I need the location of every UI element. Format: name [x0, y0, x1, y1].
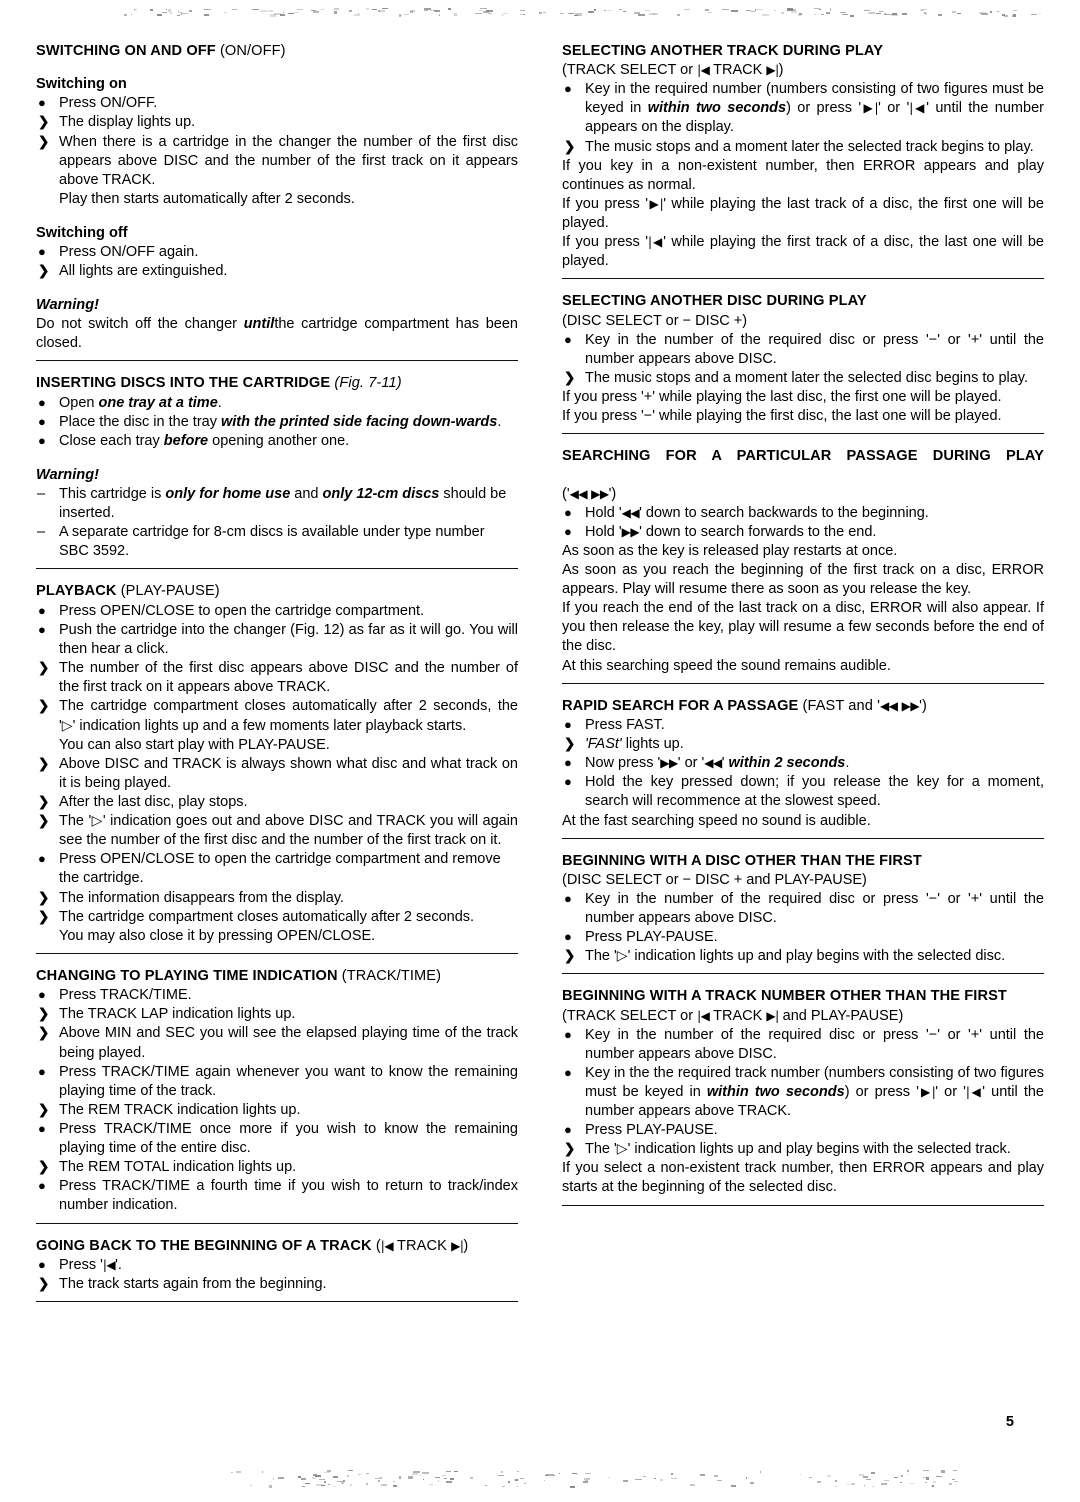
skip-back-icon: |◀ — [965, 1084, 983, 1099]
instruction-list — [562, 331, 1044, 388]
bullet-marker: ● — [564, 1064, 572, 1080]
warning-text: Do not switch off the changer untilthe cartridge compartment has been closed. — [36, 316, 518, 352]
emphasis: 'FASt' — [585, 736, 622, 753]
section-paragraph: At the fast searching speed no sound is audible. — [562, 812, 871, 829]
bullet-marker: ● — [564, 890, 572, 906]
instruction-item: ● Press TRACK/TIME. — [38, 987, 192, 1004]
skip-forward-icon: ▶| — [918, 1084, 936, 1099]
section-selecting-another-track — [562, 42, 1044, 271]
section-heading: SELECTING ANOTHER DISC DURING PLAY — [562, 293, 867, 310]
bullet-marker: ● — [38, 394, 46, 410]
instruction-item: ❯ The cartridge compartment closes automatically after 2 seconds, the '▷' indication lights up and a few moments later playback starts. — [38, 698, 518, 734]
instruction-item: Play then starts automatically after 2 seconds. — [59, 190, 355, 207]
instruction-item: ❯ After the last disc, play stops. — [38, 793, 248, 810]
section-control-note: (TRACK SELECT or |◀ TRACK ▶| and PLAY-PAUSE) — [562, 1007, 904, 1024]
instruction-item: ● Press TRACK/TIME a fourth time if you wish to return to track/index number indication. — [38, 1178, 518, 1214]
instruction-list — [36, 485, 518, 561]
section-heading-note: (Fig. 7-11) — [334, 375, 402, 392]
result-arrow-marker: ❯ — [564, 138, 576, 154]
instruction-item: ● Press ON/OFF again. — [38, 243, 199, 260]
instruction-list — [36, 1256, 518, 1294]
emphasis: before — [163, 432, 209, 449]
section-divider — [36, 1301, 518, 1302]
bullet-marker: ● — [38, 1120, 46, 1136]
result-arrow-marker: ❯ — [38, 889, 50, 905]
search-backward-icon: ◀◀ — [879, 698, 898, 713]
bullet-marker: ● — [38, 1256, 46, 1272]
result-arrow-marker: ❯ — [38, 755, 50, 771]
instruction-item: ❯ The '▷' indication lights up and play begins with the selected track. — [564, 1141, 1011, 1158]
instruction-item: ❯ 'FASt' lights up. — [564, 736, 684, 753]
instruction-item: ● Key in the required number (numbers consisting of two figures must be keyed in within two seconds) or press '▶|' or '|◀' until the number appears on the display. — [564, 81, 1044, 136]
emphasis: one tray at a time — [98, 394, 218, 411]
play-icon: ▷ — [616, 1141, 628, 1158]
skip-back-icon: |◀ — [697, 1008, 710, 1023]
skip-forward-icon: ▶| — [648, 196, 664, 211]
bullet-marker: ● — [564, 1122, 572, 1138]
bullet-marker: ● — [564, 81, 572, 97]
instruction-item: ● Hold '◀◀' down to search backwards to the beginning. — [564, 504, 929, 521]
instruction-list — [562, 890, 1044, 966]
section-heading-note: (PLAY-PAUSE) — [120, 583, 220, 600]
instruction-item: ● Push the cartridge into the changer (Fig. 12) as far as it will go. You will then hear a click. — [38, 621, 518, 658]
instruction-item: ● Press PLAY-PAUSE. — [564, 929, 718, 946]
section-divider — [36, 1223, 518, 1224]
instruction-item: ● Press ON/OFF. — [38, 95, 158, 112]
dash-marker: – — [37, 486, 46, 503]
bullet-marker: ● — [38, 987, 46, 1003]
section-paragraph: As soon as you reach the beginning of the first track on a disc, ERROR appears. Play will resume there as soon as you release the key. — [562, 562, 1044, 598]
result-arrow-marker: ❯ — [38, 1101, 50, 1117]
instruction-item: ❯ The music stops and a moment later the selected disc begins to play. — [564, 369, 1029, 386]
instruction-list — [562, 716, 1044, 812]
section-divider — [36, 360, 518, 361]
right-column — [562, 42, 1044, 1315]
instruction-item: ● Press PLAY-PAUSE. — [564, 1122, 718, 1139]
instruction-list — [562, 80, 1044, 156]
bullet-marker: ● — [38, 413, 46, 429]
instruction-item: ● Hold '▶▶' down to search forwards to the end. — [564, 523, 877, 540]
section-paragraph: If you press '▶|' while playing the last track of a disc, the first one will be played. — [562, 195, 1045, 231]
section-selecting-another-disc — [562, 292, 1044, 426]
emphasis: within 2 seconds — [728, 755, 846, 772]
instruction-item: You can also start play with PLAY-PAUSE. — [59, 736, 330, 753]
instruction-item: ❯ Above DISC and TRACK is always shown what disc and what track on it is being played. — [38, 755, 518, 791]
instruction-item: ❯ The track starts again from the beginning. — [38, 1276, 327, 1292]
instruction-item: ● Hold the key pressed down; if you release the key for a moment, search will recommence at the slowest speed. — [564, 774, 1044, 810]
bullet-marker: ● — [564, 717, 572, 733]
section-paragraph: If you reach the end of the last track on a disc, ERROR will also appear. If you then release the key, play will resume a few seconds before the end of the disc. — [562, 600, 1044, 655]
skip-back-icon: |◀ — [909, 101, 927, 116]
section-divider — [36, 568, 518, 569]
instruction-item: ● Key in the number of the required disc or press '−' or '+' until the number appears above DISC. — [564, 331, 1044, 367]
section-heading-note: (|◀ TRACK ▶|) — [375, 1237, 469, 1254]
section-heading: SWITCHING ON AND OFF (ON/OFF) — [36, 43, 286, 59]
result-arrow-marker: ❯ — [38, 1025, 50, 1041]
emphasis: with the printed side facing down-wards — [221, 413, 498, 430]
search-forward-icon: ▶▶ — [660, 756, 678, 771]
section-control-note: (TRACK SELECT or |◀ TRACK ▶|) — [562, 62, 784, 79]
section-divider — [562, 838, 1044, 839]
search-backward-icon: ◀◀ — [621, 505, 640, 520]
bullet-marker: ● — [564, 774, 572, 790]
play-icon: ▷ — [616, 948, 628, 965]
page-columns — [36, 42, 1044, 1315]
section-heading: BEGINNING WITH A TRACK NUMBER OTHER THAN THE FIRST — [562, 988, 1007, 1005]
bullet-marker: ● — [38, 851, 46, 867]
dash-marker: – — [37, 524, 46, 541]
instruction-item: ● Press FAST. — [564, 717, 665, 734]
play-icon: ▷ — [91, 813, 103, 830]
result-arrow-marker: ❯ — [564, 736, 576, 752]
section-paragraph: If you press '|◀' while playing the first track of a disc, the last one will be played. — [562, 234, 1045, 270]
bullet-marker: ● — [38, 602, 46, 618]
instruction-item: ● Close each tray before opening another one. — [38, 432, 350, 449]
instruction-item: – A separate cartridge for 8-cm discs is available under type number SBC 3592. — [37, 524, 485, 560]
section-heading: INSERTING DISCS INTO THE CARTRIDGE (Fig. 7-11) — [36, 375, 402, 392]
section-paragraph: If you key in a non-existent number, then ERROR appears and play continues as normal. — [562, 157, 1044, 193]
page-number: 5 — [1005, 1414, 1014, 1430]
instruction-item: ● Key in the number of the required disc or press '−' or '+' until the number appears above DISC. — [564, 890, 1044, 927]
section-heading-note: (TRACK/TIME) — [341, 967, 442, 984]
bullet-marker: ● — [38, 1063, 46, 1079]
instruction-item: ❯ The REM TOTAL indication lights up. — [38, 1159, 297, 1176]
instruction-item: ❯ The music stops and a moment later the selected track begins to play. — [564, 138, 1034, 155]
section-paragraph: As soon as the key is released play restarts at once. — [562, 542, 898, 559]
subsection-heading: Switching off — [36, 225, 128, 241]
bullet-marker: ● — [564, 504, 572, 520]
skip-back-icon: |◀ — [102, 1257, 116, 1272]
skip-back-icon: |◀ — [380, 1238, 394, 1253]
instruction-item: ❯ The display lights up. — [38, 114, 196, 131]
result-arrow-marker: ❯ — [38, 660, 50, 676]
search-backward-icon: ◀◀ — [704, 756, 722, 771]
section-heading-note: (FAST and '◀◀ ▶▶') — [802, 697, 927, 714]
section-heading: GOING BACK TO THE BEGINNING OF A TRACK (|◀ TRACK ▶|) — [36, 1237, 469, 1254]
skip-forward-icon: ▶| — [861, 101, 879, 116]
section-divider — [562, 433, 1044, 434]
skip-back-icon: |◀ — [648, 235, 664, 250]
left-column — [36, 42, 518, 1315]
bullet-marker: ● — [38, 95, 46, 111]
result-arrow-marker: ❯ — [38, 133, 50, 149]
section-control-note: (DISC SELECT or − DISC +) — [562, 312, 748, 329]
search-backward-icon: ◀◀ — [569, 486, 588, 501]
result-arrow-marker: ❯ — [38, 1006, 50, 1022]
instruction-item: ● Open one tray at a time. — [38, 394, 222, 411]
section-heading: SELECTING ANOTHER TRACK DURING PLAY — [562, 43, 884, 59]
result-arrow-marker: ❯ — [38, 1159, 50, 1175]
instruction-item: ● Press OPEN/CLOSE to open the cartridge compartment and remove the cartridge. — [38, 851, 501, 887]
section-control-note: ('◀◀ ▶▶') — [562, 485, 617, 502]
scan-noise-bottom — [0, 1470, 1080, 1488]
instruction-item: ❯ The REM TRACK indication lights up. — [38, 1101, 301, 1118]
instruction-list — [36, 94, 518, 209]
section-searching-passage — [562, 447, 1044, 676]
result-arrow-marker: ❯ — [38, 114, 50, 130]
section-divider — [562, 278, 1044, 279]
instruction-item: ● Place the disc in the tray with the printed side facing down-wards. — [38, 413, 502, 430]
subsection-heading: Switching on — [36, 76, 127, 93]
play-icon: ▷ — [61, 717, 73, 734]
instruction-item: ❯ The '▷' indication goes out and above DISC and TRACK you will again see the number of the first disc and the number of the first track on it. — [38, 813, 518, 849]
bullet-marker: ● — [564, 1026, 572, 1042]
section-divider — [562, 973, 1044, 974]
instruction-item: ● Press OPEN/CLOSE to open the cartridge compartment. — [38, 602, 425, 619]
section-paragraph: At this searching speed the sound remains audible. — [562, 657, 891, 674]
instruction-list — [562, 1026, 1044, 1160]
skip-back-icon: |◀ — [697, 63, 710, 78]
section-rapid-search — [562, 697, 1044, 831]
instruction-item: ● Press TRACK/TIME once more if you wish to know the remaining playing time of the entire disc. — [38, 1120, 518, 1157]
section-heading: BEGINNING WITH A DISC OTHER THAN THE FIRST — [562, 852, 922, 869]
section-divider — [562, 683, 1044, 684]
instruction-item: ❯ The number of the first disc appears above DISC and the number of the first track on it appears above TRACK. — [38, 660, 518, 696]
result-arrow-marker: ❯ — [38, 813, 50, 829]
section-heading: CHANGING TO PLAYING TIME INDICATION (TRACK/TIME) — [36, 967, 442, 984]
bullet-marker: ● — [564, 929, 572, 945]
warning-label: Warning! — [36, 467, 99, 484]
section-divider — [36, 953, 518, 954]
instruction-item: ● Key in the number of the required disc or press '−' or '+' until the number appears above DISC. — [564, 1026, 1044, 1062]
instruction-list — [36, 602, 518, 946]
section-control-note: (DISC SELECT or − DISC + and PLAY-PAUSE) — [562, 872, 867, 889]
section-beginning-disc-other — [562, 852, 1044, 967]
result-arrow-marker: ❯ — [564, 1141, 576, 1157]
instruction-list — [562, 504, 1044, 542]
skip-forward-icon: ▶| — [766, 63, 779, 78]
emphasis: only for home use — [165, 486, 291, 503]
instruction-item: ● Press TRACK/TIME again whenever you want to know the remaining playing time of the track. — [38, 1063, 518, 1099]
instruction-list — [36, 243, 518, 281]
search-forward-icon: ▶▶ — [901, 698, 920, 713]
section-playback — [36, 582, 518, 945]
result-arrow-marker: ❯ — [38, 793, 50, 809]
section-heading-note: (ON/OFF) — [219, 43, 286, 59]
section-heading: PLAYBACK (PLAY-PAUSE) — [36, 583, 220, 600]
result-arrow-marker: ❯ — [38, 1276, 50, 1291]
emphasis: only 12-cm discs — [322, 486, 440, 503]
section-paragraph: If you select a non-existent track number, then ERROR appears and play starts at the beginning of the selected disc. — [562, 1160, 1044, 1196]
result-arrow-marker: ❯ — [38, 263, 50, 279]
emphasis: within two seconds — [647, 100, 787, 117]
instruction-item: ❯ Above MIN and SEC you will see the elapsed playing time of the track being played. — [38, 1025, 518, 1061]
warning-label: Warning! — [36, 297, 99, 314]
skip-forward-icon: ▶| — [766, 1008, 779, 1023]
instruction-item: ● Now press '▶▶' or '◀◀' within 2 seconds. — [564, 755, 850, 772]
instruction-list — [36, 986, 518, 1215]
instruction-item: ● Press '|◀'. — [38, 1256, 122, 1273]
instruction-item: ❯ All lights are extinguished. — [38, 263, 228, 280]
section-heading: RAPID SEARCH FOR A PASSAGE (FAST and '◀◀ ▶▶') — [562, 697, 927, 714]
emphasis: within two seconds — [706, 1083, 845, 1100]
instruction-item: ❯ The TRACK LAP indication lights up. — [38, 1006, 296, 1023]
result-arrow-marker: ❯ — [38, 908, 50, 924]
instruction-item: – This cartridge is only for home use and only 12-cm discs should be inserted. — [37, 486, 507, 522]
instruction-list — [36, 394, 518, 451]
section-beginning-track-other — [562, 987, 1044, 1197]
result-arrow-marker: ❯ — [564, 369, 576, 385]
emphasis: until — [243, 316, 275, 333]
bullet-marker: ● — [38, 621, 46, 637]
section-divider — [562, 1205, 1044, 1206]
section-paragraph: If you press '−' while playing the first disc, the last one will be played. — [562, 407, 1002, 424]
search-forward-icon: ▶▶ — [621, 524, 640, 539]
instruction-item: ❯ The cartridge compartment closes automatically after 2 seconds. — [38, 908, 475, 925]
result-arrow-marker: ❯ — [564, 948, 576, 964]
section-going-back-beginning — [36, 1237, 518, 1295]
instruction-item: ❯ The '▷' indication lights up and play begins with the selected disc. — [564, 948, 1006, 965]
section-changing-playing-time — [36, 967, 518, 1216]
instruction-item: ● Key in the the required track number (numbers consisting of two figures must be keyed in within two seconds) or press '▶|' or '|◀' until the number appears above TRACK. — [564, 1064, 1044, 1119]
section-paragraph: If you press '+' while playing the last disc, the first one will be played. — [562, 388, 1002, 405]
skip-forward-icon: ▶| — [451, 1238, 464, 1253]
section-inserting-discs — [36, 374, 518, 561]
bullet-marker: ● — [564, 331, 572, 347]
bullet-marker: ● — [564, 755, 572, 771]
bullet-marker: ● — [564, 523, 572, 539]
result-arrow-marker: ❯ — [38, 698, 50, 714]
bullet-marker: ● — [38, 1178, 46, 1194]
instruction-item: ❯ When there is a cartridge in the changer the number of the first disc appears above DISC and the number of the first track on it appears above TRACK. — [38, 133, 518, 188]
search-forward-icon: ▶▶ — [591, 486, 609, 501]
scan-noise-top — [0, 8, 1080, 20]
section-heading: SEARCHING FOR A PARTICULAR PASSAGE DURING PLAY — [562, 448, 1044, 465]
bullet-marker: ● — [38, 243, 46, 259]
bullet-marker: ● — [38, 432, 46, 448]
instruction-item: ❯ The information disappears from the display. — [38, 889, 345, 906]
section-switching-on-and-off — [36, 42, 518, 353]
instruction-item: You may also close it by pressing OPEN/CLOSE. — [59, 927, 376, 944]
